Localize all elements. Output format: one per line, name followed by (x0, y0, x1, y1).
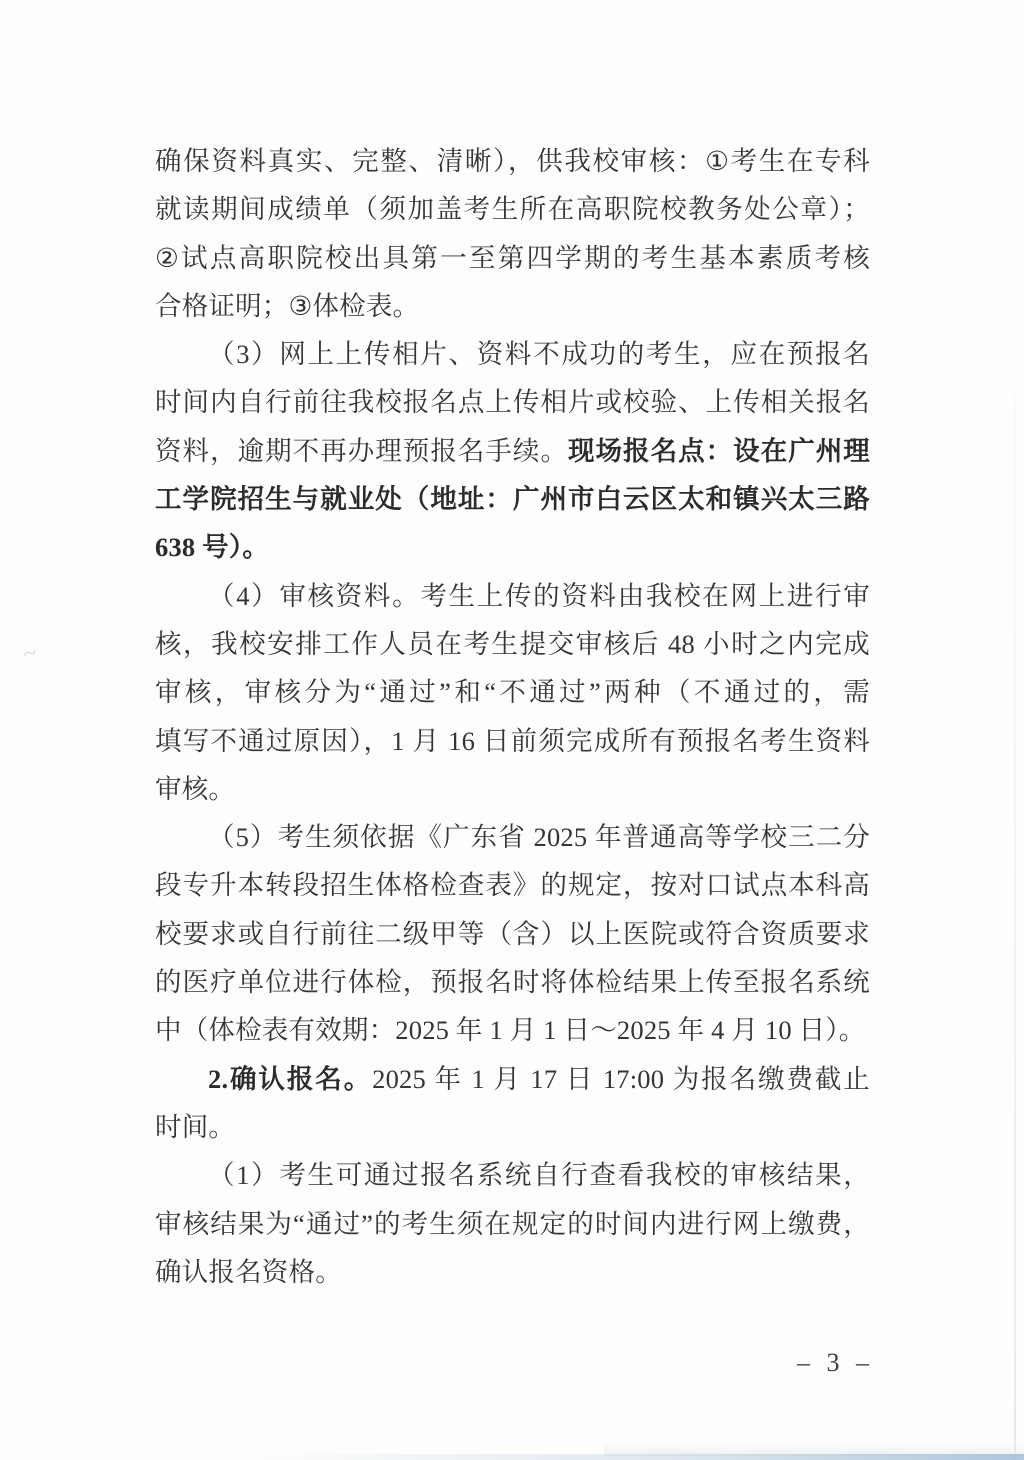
text-line (155, 572, 870, 620)
bold-text-segment: 现场报名点：设在广州理 (567, 435, 871, 466)
bold-text-segment: 工学院招生与就业处（地址：广州市白云区太和镇兴太三路 (155, 484, 870, 515)
text-line (155, 1200, 870, 1248)
text-segment: 确保资料真实、完整、清晰），供我校审核：①考生在专科 (155, 146, 870, 176)
text-line (155, 378, 870, 426)
text-line (155, 717, 870, 765)
text-line (155, 523, 870, 571)
text-line (155, 234, 870, 282)
text-segment: （4）审核资料。考生上传的资料由我校在网上进行审 (208, 580, 870, 611)
text-segment: 2025 年 1 月 17 日 17:00 为报名缴费截止 (372, 1063, 870, 1094)
text-line (155, 813, 870, 861)
text-segment: 核，我校安排工作人员在考生提交审核后 48 小时之内完成 (155, 628, 870, 659)
text-segment: 时间。 (155, 1111, 236, 1142)
bold-text-segment: 2.确认报名。 (208, 1063, 373, 1094)
text-line (155, 620, 870, 668)
text-line (155, 330, 870, 378)
document-body (155, 137, 870, 1296)
text-line (155, 1055, 870, 1103)
text-segment: 段专升本转段招生体格检查表》的规定，按对口试点本科高 (155, 870, 870, 901)
text-line (155, 668, 870, 716)
text-line (155, 958, 870, 1006)
text-line (155, 427, 870, 475)
text-segment: （1）考生可通过报名系统自行查看我校的审核结果， (208, 1160, 870, 1191)
text-line (155, 1248, 870, 1296)
text-segment: 合格证明；③体检表。 (155, 290, 420, 321)
text-segment: 审核。 (155, 773, 236, 804)
text-segment: 时间内自行前往我校报名点上传相片或校验、上传相关报名 (155, 387, 870, 418)
text-line (155, 1006, 870, 1054)
text-line (155, 861, 870, 909)
text-segment: （3）网上上传相片、资料不成功的考生，应在预报名 (208, 339, 870, 370)
scan-edge-artifact (1014, 260, 1016, 1460)
scan-smudge-artifact: ~ (20, 640, 40, 669)
text-line (155, 910, 870, 958)
text-line (155, 185, 870, 233)
text-segment: 就读期间成绩单（须加盖考生所在高职院校教务处公章）； (155, 194, 870, 225)
text-segment: 的医疗单位进行体检，预报名时将体检结果上传至报名系统 (155, 967, 870, 998)
text-segment: 校要求或自行前往二级甲等（含）以上医院或符合资质要求 (155, 918, 870, 949)
text-line (155, 282, 870, 330)
text-line (155, 137, 870, 185)
bold-text-segment: 638 号）。 (155, 532, 270, 563)
text-segment: 资料，逾期不再办理预报名手续。 (155, 435, 568, 466)
text-segment: （5）考生须依据《广东省 2025 年普通高等学校三二分 (208, 822, 870, 853)
text-segment: 审核，审核分为“通过”和“不通过”两种（不通过的，需 (155, 677, 870, 708)
scan-bottom-strip (0, 1454, 1024, 1460)
text-segment: 审核结果为“通过”的考生须在规定的时间内进行网上缴费， (155, 1208, 870, 1239)
text-segment: 中（体检表有效期：2025 年 1 月 1 日～2025 年 4 月 10 日）。 (155, 1015, 866, 1046)
text-line (155, 475, 870, 523)
page-number: – 3 – (797, 1348, 874, 1377)
text-segment: 确认报名资格。 (155, 1256, 342, 1287)
text-line (155, 765, 870, 813)
text-line (155, 1103, 870, 1151)
text-segment: ②试点高职院校出具第一至第四学期的考生基本素质考核 (155, 242, 870, 273)
text-segment: 填写不通过原因），1 月 16 日前须完成所有预报名考生资料 (155, 725, 870, 756)
text-line (155, 1151, 870, 1199)
